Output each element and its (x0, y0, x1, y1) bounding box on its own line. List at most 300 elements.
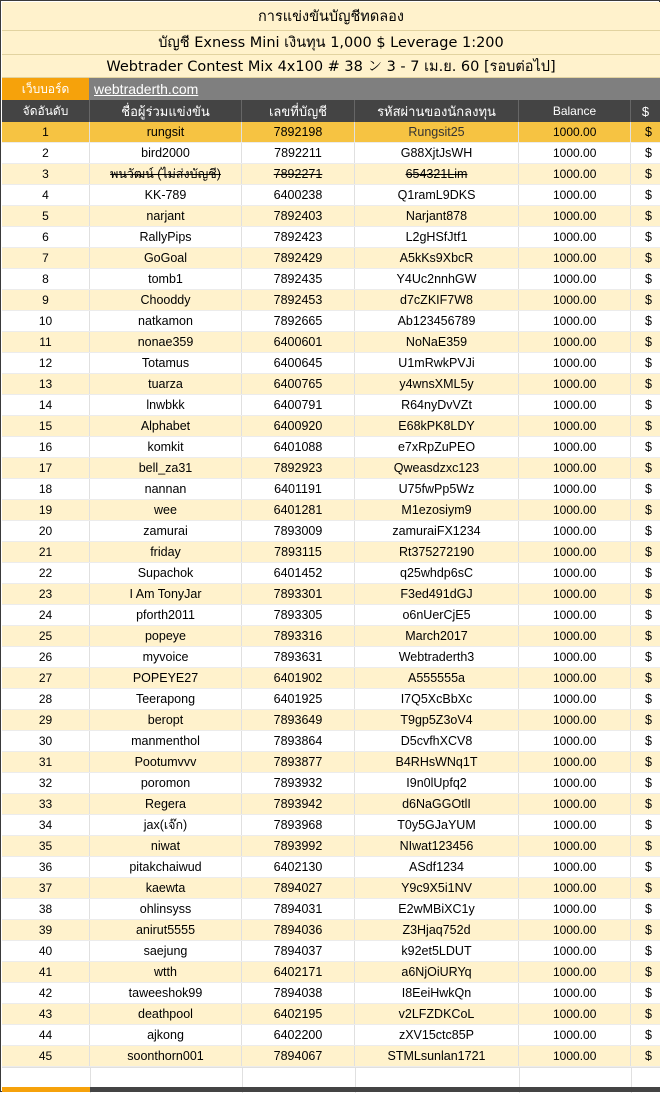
account-cell[interactable]: 7893301 (242, 584, 355, 604)
rank-cell[interactable]: 15 (2, 416, 90, 436)
rank-cell[interactable]: 38 (2, 899, 90, 919)
table-row[interactable] (2, 731, 660, 752)
rank-cell[interactable]: 16 (2, 437, 90, 457)
table-row[interactable] (2, 458, 660, 479)
table-row[interactable] (2, 269, 660, 290)
table-row[interactable] (2, 416, 660, 437)
rank-cell[interactable]: 33 (2, 794, 90, 814)
password-cell[interactable]: M1ezosiym9 (355, 500, 519, 520)
rank-cell[interactable]: 4 (2, 185, 90, 205)
password-cell[interactable]: Z3Hjaq752d (355, 920, 519, 940)
name-cell[interactable]: wee (90, 500, 242, 520)
name-cell[interactable]: saejung (90, 941, 242, 961)
password-cell[interactable]: Webtraderth3 (355, 647, 519, 667)
account-cell[interactable]: 6402130 (242, 857, 355, 877)
password-cell[interactable]: STMLsunlan1721 (355, 1046, 519, 1066)
currency-cell[interactable]: $ (645, 125, 652, 139)
table-row[interactable] (2, 500, 660, 521)
rank-cell[interactable]: 41 (2, 962, 90, 982)
balance-cell[interactable]: 1000.00 (519, 689, 631, 709)
balance-cell[interactable]: 1000.00 (519, 962, 631, 982)
table-row[interactable] (2, 647, 660, 668)
account-cell[interactable]: 7893649 (242, 710, 355, 730)
password-cell[interactable]: E68kPK8LDY (355, 416, 519, 436)
rank-cell[interactable]: 8 (2, 269, 90, 289)
balance-cell[interactable]: 1000.00 (519, 311, 631, 331)
password-cell[interactable]: D5cvfhXCV8 (355, 731, 519, 751)
name-cell[interactable]: tomb1 (90, 269, 242, 289)
account-cell[interactable]: 6402200 (242, 1025, 355, 1045)
account-cell[interactable]: 6400601 (242, 332, 355, 352)
rank-cell[interactable]: 37 (2, 878, 90, 898)
name-cell[interactable]: Pootumvvv (90, 752, 242, 772)
currency-cell[interactable]: $ (645, 902, 652, 916)
table-row[interactable] (2, 290, 660, 311)
balance-cell[interactable]: 1000.00 (519, 227, 631, 247)
table-row[interactable] (2, 710, 660, 731)
password-cell[interactable]: k92et5LDUT (355, 941, 519, 961)
balance-cell[interactable]: 1000.00 (519, 563, 631, 583)
password-cell[interactable]: NoNaE359 (355, 332, 519, 352)
password-cell[interactable]: Rungsit25 (355, 122, 519, 142)
table-row[interactable] (2, 899, 660, 920)
name-cell[interactable]: rungsit (90, 122, 242, 142)
balance-cell[interactable]: 1000.00 (519, 584, 631, 604)
rank-cell[interactable]: 6 (2, 227, 90, 247)
rank-cell[interactable]: 24 (2, 605, 90, 625)
name-cell[interactable]: anirut5555 (90, 920, 242, 940)
table-row[interactable] (2, 941, 660, 962)
currency-cell[interactable]: $ (645, 881, 652, 895)
name-cell[interactable]: pitakchaiwud (90, 857, 242, 877)
balance-cell[interactable]: 1000.00 (519, 752, 631, 772)
table-row[interactable] (2, 185, 660, 206)
name-cell[interactable]: I Am TonyJar (90, 584, 242, 604)
password-cell[interactable]: Q1ramL9DKS (355, 185, 519, 205)
rank-cell[interactable]: 17 (2, 458, 90, 478)
currency-cell[interactable]: $ (645, 545, 652, 559)
currency-cell[interactable]: $ (645, 293, 652, 307)
account-cell[interactable]: 6401902 (242, 668, 355, 688)
password-cell[interactable]: I9n0lUpfq2 (355, 773, 519, 793)
currency-cell[interactable]: $ (645, 482, 652, 496)
balance-cell[interactable]: 1000.00 (519, 437, 631, 457)
account-cell[interactable]: 7893942 (242, 794, 355, 814)
currency-cell[interactable]: $ (645, 986, 652, 1000)
account-cell[interactable]: 7893305 (242, 605, 355, 625)
account-cell[interactable]: 7893968 (242, 815, 355, 835)
currency-cell[interactable]: $ (645, 1049, 652, 1063)
rank-cell[interactable]: 9 (2, 290, 90, 310)
rank-cell[interactable]: 29 (2, 710, 90, 730)
account-cell[interactable]: 7893992 (242, 836, 355, 856)
balance-cell[interactable]: 1000.00 (519, 794, 631, 814)
currency-cell[interactable]: $ (645, 335, 652, 349)
account-cell[interactable]: 6401088 (242, 437, 355, 457)
rank-cell[interactable]: 43 (2, 1004, 90, 1024)
currency-cell[interactable]: $ (645, 734, 652, 748)
name-cell[interactable]: deathpool (90, 1004, 242, 1024)
account-cell[interactable]: 7893877 (242, 752, 355, 772)
account-cell[interactable]: 7892271 (242, 164, 355, 184)
password-cell[interactable]: Y4Uc2nnhGW (355, 269, 519, 289)
table-row[interactable] (2, 752, 660, 773)
name-cell[interactable]: wtth (90, 962, 242, 982)
balance-cell[interactable]: 1000.00 (519, 521, 631, 541)
rank-cell[interactable]: 14 (2, 395, 90, 415)
rank-cell[interactable]: 22 (2, 563, 90, 583)
table-row[interactable] (2, 542, 660, 563)
rank-cell[interactable]: 5 (2, 206, 90, 226)
currency-cell[interactable]: $ (645, 314, 652, 328)
rank-cell[interactable]: 11 (2, 332, 90, 352)
currency-cell[interactable]: $ (645, 839, 652, 853)
name-cell[interactable]: KK-789 (90, 185, 242, 205)
balance-cell[interactable]: 1000.00 (519, 416, 631, 436)
name-cell[interactable]: niwat (90, 836, 242, 856)
currency-cell[interactable]: $ (645, 923, 652, 937)
name-cell[interactable]: Totamus (90, 353, 242, 373)
account-cell[interactable]: 7893115 (242, 542, 355, 562)
balance-cell[interactable]: 1000.00 (519, 269, 631, 289)
password-cell[interactable]: F3ed491dGJ (355, 584, 519, 604)
account-cell[interactable]: 7894067 (242, 1046, 355, 1066)
name-cell[interactable]: natkamon (90, 311, 242, 331)
name-cell[interactable]: kaewta (90, 878, 242, 898)
name-cell[interactable]: nonae359 (90, 332, 242, 352)
header-name[interactable]: ชื่อผู้ร่วมแข่งขัน (90, 100, 242, 122)
account-cell[interactable]: 7892403 (242, 206, 355, 226)
currency-cell[interactable]: $ (645, 167, 652, 181)
table-row[interactable] (2, 983, 660, 1004)
table-row[interactable] (2, 143, 660, 164)
name-cell[interactable]: Supachok (90, 563, 242, 583)
rank-cell[interactable]: 35 (2, 836, 90, 856)
account-cell[interactable]: 7892198 (242, 122, 355, 142)
currency-cell[interactable]: $ (645, 272, 652, 286)
name-cell[interactable]: jax(เจ๊ก) (90, 815, 242, 835)
password-cell[interactable]: y4wnsXML5y (355, 374, 519, 394)
rank-cell[interactable]: 3 (2, 164, 90, 184)
name-cell[interactable]: manmenthol (90, 731, 242, 751)
currency-cell[interactable]: $ (645, 860, 652, 874)
rank-cell[interactable]: 13 (2, 374, 90, 394)
currency-cell[interactable]: $ (645, 419, 652, 433)
name-cell[interactable]: RallyPips (90, 227, 242, 247)
rank-cell[interactable]: 26 (2, 647, 90, 667)
rank-cell[interactable]: 39 (2, 920, 90, 940)
rank-cell[interactable]: 2 (2, 143, 90, 163)
balance-cell[interactable]: 1000.00 (519, 353, 631, 373)
balance-cell[interactable]: 1000.00 (519, 143, 631, 163)
password-cell[interactable]: NIwat123456 (355, 836, 519, 856)
password-cell[interactable]: 654321Lim (355, 164, 519, 184)
rank-cell[interactable]: 23 (2, 584, 90, 604)
name-cell[interactable]: friday (90, 542, 242, 562)
password-cell[interactable]: T9gp5Z3oV4 (355, 710, 519, 730)
account-cell[interactable]: 6402195 (242, 1004, 355, 1024)
rank-cell[interactable]: 30 (2, 731, 90, 751)
password-cell[interactable]: A555555a (355, 668, 519, 688)
rank-cell[interactable]: 42 (2, 983, 90, 1003)
password-cell[interactable]: U75fwPp5Wz (355, 479, 519, 499)
password-cell[interactable]: U1mRwkPVJi (355, 353, 519, 373)
rank-cell[interactable]: 18 (2, 479, 90, 499)
name-cell[interactable]: พนวัฒน์ (ไม่ส่งบัญชี) (90, 164, 242, 184)
header-account[interactable]: เลขที่บัญชี (242, 100, 355, 122)
rank-cell[interactable]: 25 (2, 626, 90, 646)
currency-cell[interactable]: $ (645, 209, 652, 223)
password-cell[interactable]: d6NaGGOtlI (355, 794, 519, 814)
password-cell[interactable]: a6NjOiURYq (355, 962, 519, 982)
table-row[interactable] (2, 479, 660, 500)
balance-cell[interactable]: 1000.00 (519, 395, 631, 415)
password-cell[interactable]: e7xRpZuPEO (355, 437, 519, 457)
balance-cell[interactable]: 1000.00 (519, 899, 631, 919)
currency-cell[interactable]: $ (645, 440, 652, 454)
header-rank[interactable]: จัดอันดับ (2, 100, 90, 122)
balance-cell[interactable]: 1000.00 (519, 920, 631, 940)
rank-cell[interactable]: 21 (2, 542, 90, 562)
name-cell[interactable]: zamurai (90, 521, 242, 541)
account-cell[interactable]: 7892435 (242, 269, 355, 289)
password-cell[interactable]: T0y5GJaYUM (355, 815, 519, 835)
currency-cell[interactable]: $ (645, 356, 652, 370)
password-cell[interactable]: G88XjtJsWH (355, 143, 519, 163)
account-cell[interactable]: 7893631 (242, 647, 355, 667)
balance-cell[interactable]: 1000.00 (519, 542, 631, 562)
table-row[interactable] (2, 332, 660, 353)
currency-cell[interactable]: $ (645, 755, 652, 769)
password-cell[interactable]: E2wMBiXC1y (355, 899, 519, 919)
currency-cell[interactable]: $ (645, 650, 652, 664)
password-cell[interactable]: Narjant878 (355, 206, 519, 226)
account-cell[interactable]: 7893009 (242, 521, 355, 541)
currency-cell[interactable]: $ (645, 965, 652, 979)
rank-cell[interactable]: 1 (2, 122, 90, 142)
table-row[interactable] (2, 689, 660, 710)
name-cell[interactable]: Regera (90, 794, 242, 814)
password-cell[interactable]: L2gHSfJtf1 (355, 227, 519, 247)
balance-cell[interactable]: 1000.00 (519, 164, 631, 184)
name-cell[interactable]: ohlinsyss (90, 899, 242, 919)
table-row[interactable] (2, 563, 660, 584)
name-cell[interactable]: tuarza (90, 374, 242, 394)
currency-cell[interactable]: $ (645, 1007, 652, 1021)
table-row[interactable] (2, 773, 660, 794)
password-cell[interactable]: March2017 (355, 626, 519, 646)
table-row[interactable] (2, 311, 660, 332)
balance-cell[interactable]: 1000.00 (519, 668, 631, 688)
password-cell[interactable]: Qweasdzxc123 (355, 458, 519, 478)
name-cell[interactable]: soonthorn001 (90, 1046, 242, 1066)
name-cell[interactable]: bell_za31 (90, 458, 242, 478)
balance-cell[interactable]: 1000.00 (519, 1004, 631, 1024)
password-cell[interactable]: zamuraiFX1234 (355, 521, 519, 541)
currency-cell[interactable]: $ (645, 629, 652, 643)
currency-cell[interactable]: $ (645, 461, 652, 475)
header-password[interactable]: รหัสผ่านของนักลงทุน (355, 100, 519, 122)
rank-cell[interactable]: 45 (2, 1046, 90, 1066)
name-cell[interactable]: bird2000 (90, 143, 242, 163)
name-cell[interactable]: Alphabet (90, 416, 242, 436)
rank-cell[interactable]: 27 (2, 668, 90, 688)
password-cell[interactable]: q25whdp6sC (355, 563, 519, 583)
name-cell[interactable]: POPEYE27 (90, 668, 242, 688)
table-row[interactable] (2, 1004, 660, 1025)
balance-cell[interactable]: 1000.00 (519, 122, 631, 142)
account-cell[interactable]: 6400645 (242, 353, 355, 373)
table-row[interactable] (2, 878, 660, 899)
balance-cell[interactable]: 1000.00 (519, 941, 631, 961)
rank-cell[interactable]: 7 (2, 248, 90, 268)
account-cell[interactable]: 7894027 (242, 878, 355, 898)
table-row[interactable] (2, 794, 660, 815)
balance-cell[interactable]: 1000.00 (519, 206, 631, 226)
rank-cell[interactable]: 20 (2, 521, 90, 541)
account-cell[interactable]: 6402171 (242, 962, 355, 982)
rank-cell[interactable]: 32 (2, 773, 90, 793)
account-cell[interactable]: 7893316 (242, 626, 355, 646)
password-cell[interactable]: A5kKs9XbcR (355, 248, 519, 268)
account-cell[interactable]: 7892665 (242, 311, 355, 331)
table-row[interactable] (2, 857, 660, 878)
balance-cell[interactable]: 1000.00 (519, 605, 631, 625)
rank-cell[interactable]: 34 (2, 815, 90, 835)
name-cell[interactable]: nannan (90, 479, 242, 499)
password-cell[interactable]: Ab123456789 (355, 311, 519, 331)
currency-cell[interactable]: $ (645, 377, 652, 391)
currency-cell[interactable]: $ (645, 797, 652, 811)
account-cell[interactable]: 7894031 (242, 899, 355, 919)
rank-cell[interactable]: 19 (2, 500, 90, 520)
table-row[interactable] (2, 374, 660, 395)
password-cell[interactable]: I8EeiHwkQn (355, 983, 519, 1003)
rank-cell[interactable]: 28 (2, 689, 90, 709)
balance-cell[interactable]: 1000.00 (519, 479, 631, 499)
account-cell[interactable]: 6400765 (242, 374, 355, 394)
table-row[interactable] (2, 1046, 660, 1067)
name-cell[interactable]: ajkong (90, 1025, 242, 1045)
balance-cell[interactable]: 1000.00 (519, 500, 631, 520)
table-row[interactable] (2, 584, 660, 605)
currency-cell[interactable]: $ (645, 1028, 652, 1042)
account-cell[interactable]: 6401281 (242, 500, 355, 520)
currency-cell[interactable]: $ (645, 566, 652, 580)
rank-cell[interactable]: 44 (2, 1025, 90, 1045)
account-cell[interactable]: 6401925 (242, 689, 355, 709)
password-cell[interactable]: v2LFZDKCoL (355, 1004, 519, 1024)
account-cell[interactable]: 6400791 (242, 395, 355, 415)
password-cell[interactable]: d7cZKIF7W8 (355, 290, 519, 310)
balance-cell[interactable]: 1000.00 (519, 815, 631, 835)
account-cell[interactable]: 7892429 (242, 248, 355, 268)
balance-cell[interactable]: 1000.00 (519, 710, 631, 730)
name-cell[interactable]: Chooddy (90, 290, 242, 310)
password-cell[interactable]: Y9c9X5i1NV (355, 878, 519, 898)
currency-cell[interactable]: $ (645, 776, 652, 790)
currency-cell[interactable]: $ (645, 503, 652, 517)
webboard-link[interactable]: webtraderth.com (94, 81, 199, 97)
balance-cell[interactable]: 1000.00 (519, 773, 631, 793)
currency-cell[interactable]: $ (645, 818, 652, 832)
table-row[interactable] (2, 395, 660, 416)
table-row[interactable] (2, 962, 660, 983)
table-row[interactable] (2, 248, 660, 269)
password-cell[interactable]: o6nUerCjE5 (355, 605, 519, 625)
table-row[interactable] (2, 353, 660, 374)
name-cell[interactable]: narjant (90, 206, 242, 226)
name-cell[interactable]: Teerapong (90, 689, 242, 709)
name-cell[interactable]: popeye (90, 626, 242, 646)
name-cell[interactable]: poromon (90, 773, 242, 793)
table-row[interactable] (2, 836, 660, 857)
password-cell[interactable]: B4RHsWNq1T (355, 752, 519, 772)
account-cell[interactable]: 7892211 (242, 143, 355, 163)
name-cell[interactable]: pforth2011 (90, 605, 242, 625)
currency-cell[interactable]: $ (645, 146, 652, 160)
currency-cell[interactable]: $ (645, 608, 652, 622)
balance-cell[interactable]: 1000.00 (519, 1046, 631, 1066)
password-cell[interactable]: R64nyDvVZt (355, 395, 519, 415)
table-row[interactable] (2, 920, 660, 941)
account-cell[interactable]: 7893864 (242, 731, 355, 751)
account-cell[interactable]: 6401452 (242, 563, 355, 583)
rank-cell[interactable]: 40 (2, 941, 90, 961)
balance-cell[interactable]: 1000.00 (519, 374, 631, 394)
balance-cell[interactable]: 1000.00 (519, 626, 631, 646)
currency-cell[interactable]: $ (645, 230, 652, 244)
name-cell[interactable]: beropt (90, 710, 242, 730)
balance-cell[interactable]: 1000.00 (519, 983, 631, 1003)
currency-cell[interactable]: $ (645, 251, 652, 265)
balance-cell[interactable]: 1000.00 (519, 290, 631, 310)
name-cell[interactable]: GoGoal (90, 248, 242, 268)
table-row[interactable] (2, 1025, 660, 1046)
table-row[interactable] (2, 164, 660, 185)
table-row[interactable] (2, 626, 660, 647)
currency-cell[interactable]: $ (645, 944, 652, 958)
currency-cell[interactable]: $ (645, 713, 652, 727)
table-row[interactable] (2, 815, 660, 836)
password-cell[interactable]: Rt375272190 (355, 542, 519, 562)
account-cell[interactable]: 7894037 (242, 941, 355, 961)
account-cell[interactable]: 7892453 (242, 290, 355, 310)
table-row[interactable] (2, 227, 660, 248)
account-cell[interactable]: 7893932 (242, 773, 355, 793)
balance-cell[interactable]: 1000.00 (519, 857, 631, 877)
currency-cell[interactable]: $ (645, 671, 652, 685)
account-cell[interactable]: 7892423 (242, 227, 355, 247)
currency-cell[interactable]: $ (645, 188, 652, 202)
active-sheet-tab[interactable] (2, 1087, 90, 1092)
table-row[interactable] (2, 605, 660, 626)
rank-cell[interactable]: 31 (2, 752, 90, 772)
currency-cell[interactable]: $ (645, 398, 652, 412)
table-row[interactable] (2, 521, 660, 542)
password-cell[interactable]: zXV15ctc85P (355, 1025, 519, 1045)
account-cell[interactable]: 6401191 (242, 479, 355, 499)
account-cell[interactable]: 7894038 (242, 983, 355, 1003)
currency-cell[interactable]: $ (645, 692, 652, 706)
table-row[interactable] (2, 206, 660, 227)
balance-cell[interactable]: 1000.00 (519, 248, 631, 268)
balance-cell[interactable]: 1000.00 (519, 836, 631, 856)
name-cell[interactable]: myvoice (90, 647, 242, 667)
balance-cell[interactable]: 1000.00 (519, 185, 631, 205)
currency-cell[interactable]: $ (645, 587, 652, 601)
balance-cell[interactable]: 1000.00 (519, 647, 631, 667)
